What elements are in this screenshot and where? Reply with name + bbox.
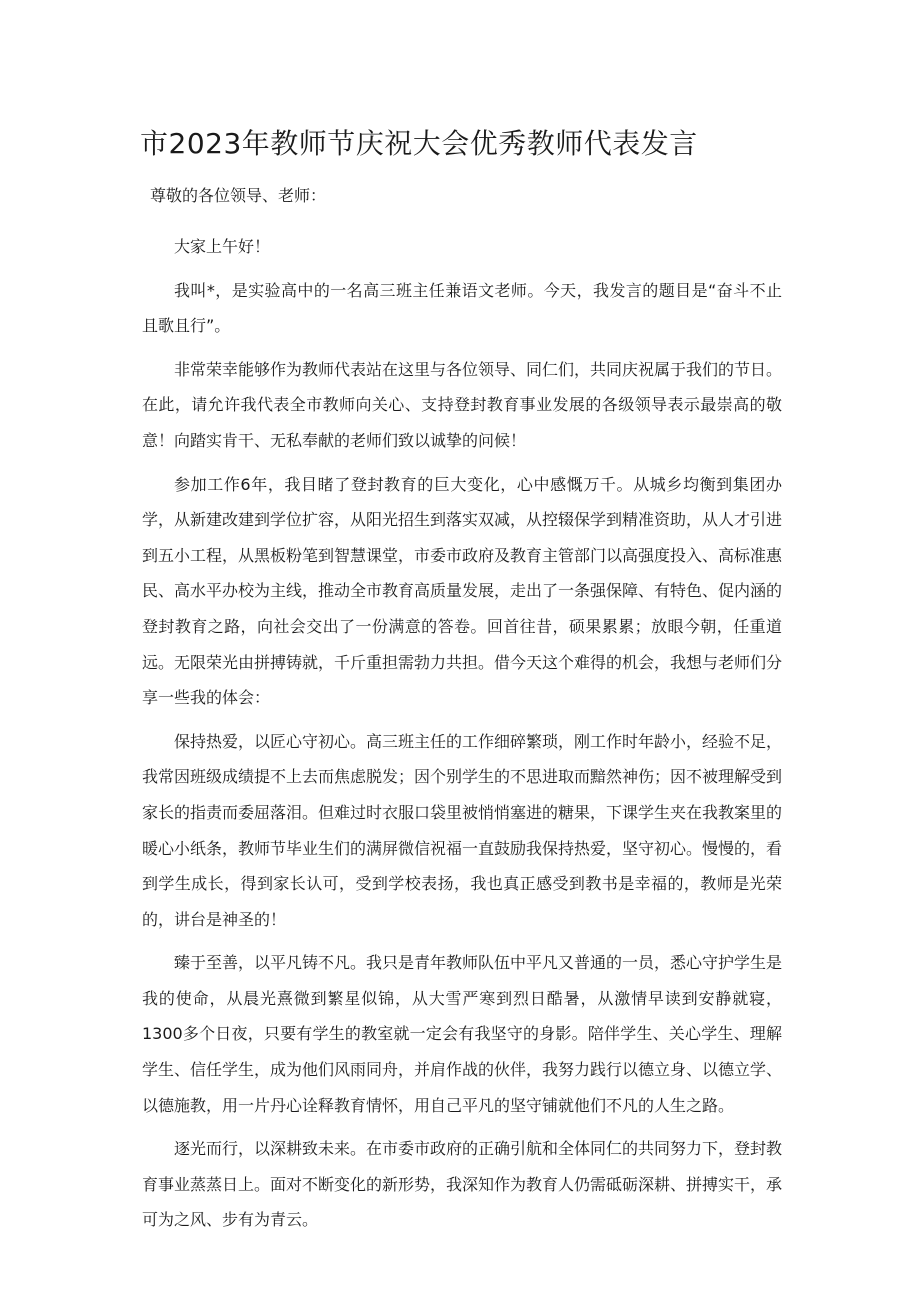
document-title: 市2023年教师节庆祝大会优秀教师代表发言 <box>140 127 698 160</box>
paragraph-excellence: 臻于至善，以平凡铸不凡。我只是青年教师队伍中平凡又普通的一员，悉心守护学生是我的使命，从晨光熹微到繁星似锦，从大雪严寒到烈日酷暑，从激情早读到安静就寝，1300多个日夜，只要有学生的教室就一定会有我坚守的身影。陪伴学生、关心学生、理解学生、信任学生，成为他们风雨同舟，并肩作战的伙伴，我努力践行以德立身、以德立学、以德施教，用一片丹心诠释教育情怀，用自己平凡的坚守铺就他们不凡的人生之路。 <box>142 953 783 1115</box>
paragraph-greeting: 大家上午好！ <box>174 237 271 256</box>
paragraph-honor: 非常荣幸能够作为教师代表站在这里与各位领导、同仁们，共同庆祝属于我们的节日。在此，请允许我代表全市教师向关心、支持登封教育事业发展的各级领导表示最崇高的敬意！向踏实肯干、无私奉献的老师们致以诚挚的问候！ <box>142 359 783 450</box>
paragraph-introduction: 我叫*，是实验高中的一名高三班主任兼语文老师。今天，我发言的题目是“奋斗不止且歌且行”。 <box>142 280 782 336</box>
document-body <box>142 179 782 1246</box>
salutation: 尊敬的各位领导、老师： <box>150 186 327 205</box>
paragraph-changes: 参加工作6年，我目睹了登封教育的巨大变化，心中感慨万千。从城乡均衡到集团办学，从新建改建到学位扩容，从阳光招生到落实双减，从控辍保学到精准资助，从人才引进到五小工程，从黑板粉笔到智慧课堂，市委市政府及教育主管部门以高强度投入、高标准惠民、高水平办校为主线，推动全市教育高质量发展，走出了一条强保障、有特色、促内涵的登封教育之路，向社会交出了一份满意的答卷。回首往昔，硕果累累；放眼今朝，任重道远。无限荣光由拼搏铸就，千斤重担需勃力共担。借今天这个难得的机会，我想与老师们分享一些我的体会： <box>142 474 783 708</box>
paragraph-future: 逐光而行，以深耕致未来。在市委市政府的正确引航和全体同仁的共同努力下，登封教育事业蒸蒸日上。面对不断变化的新形势，我深知作为教育人仍需砥砺深耕、拼搏实干，承可为之风、步有为青云。 <box>142 1139 783 1230</box>
paragraph-passion: 保持热爱，以匠心守初心。高三班主任的工作细碎繁琐，刚工作时年龄小，经验不足，我常因班级成绩提不上去而焦虑脱发；因个别学生的不思进取而黯然神伤；因不被理解受到家长的指责而委屈落泪。但难过时衣服口袋里被悄悄塞进的糖果，下课学生夹在我教案里的暖心小纸条，教师节毕业生们的满屏微信祝福一直鼓励我保持热爱，坚守初心。慢慢的，看到学生成长，得到家长认可，受到学校表扬，我也真正感受到教书是幸福的，教师是光荣的，讲台是神圣的！ <box>142 731 783 929</box>
